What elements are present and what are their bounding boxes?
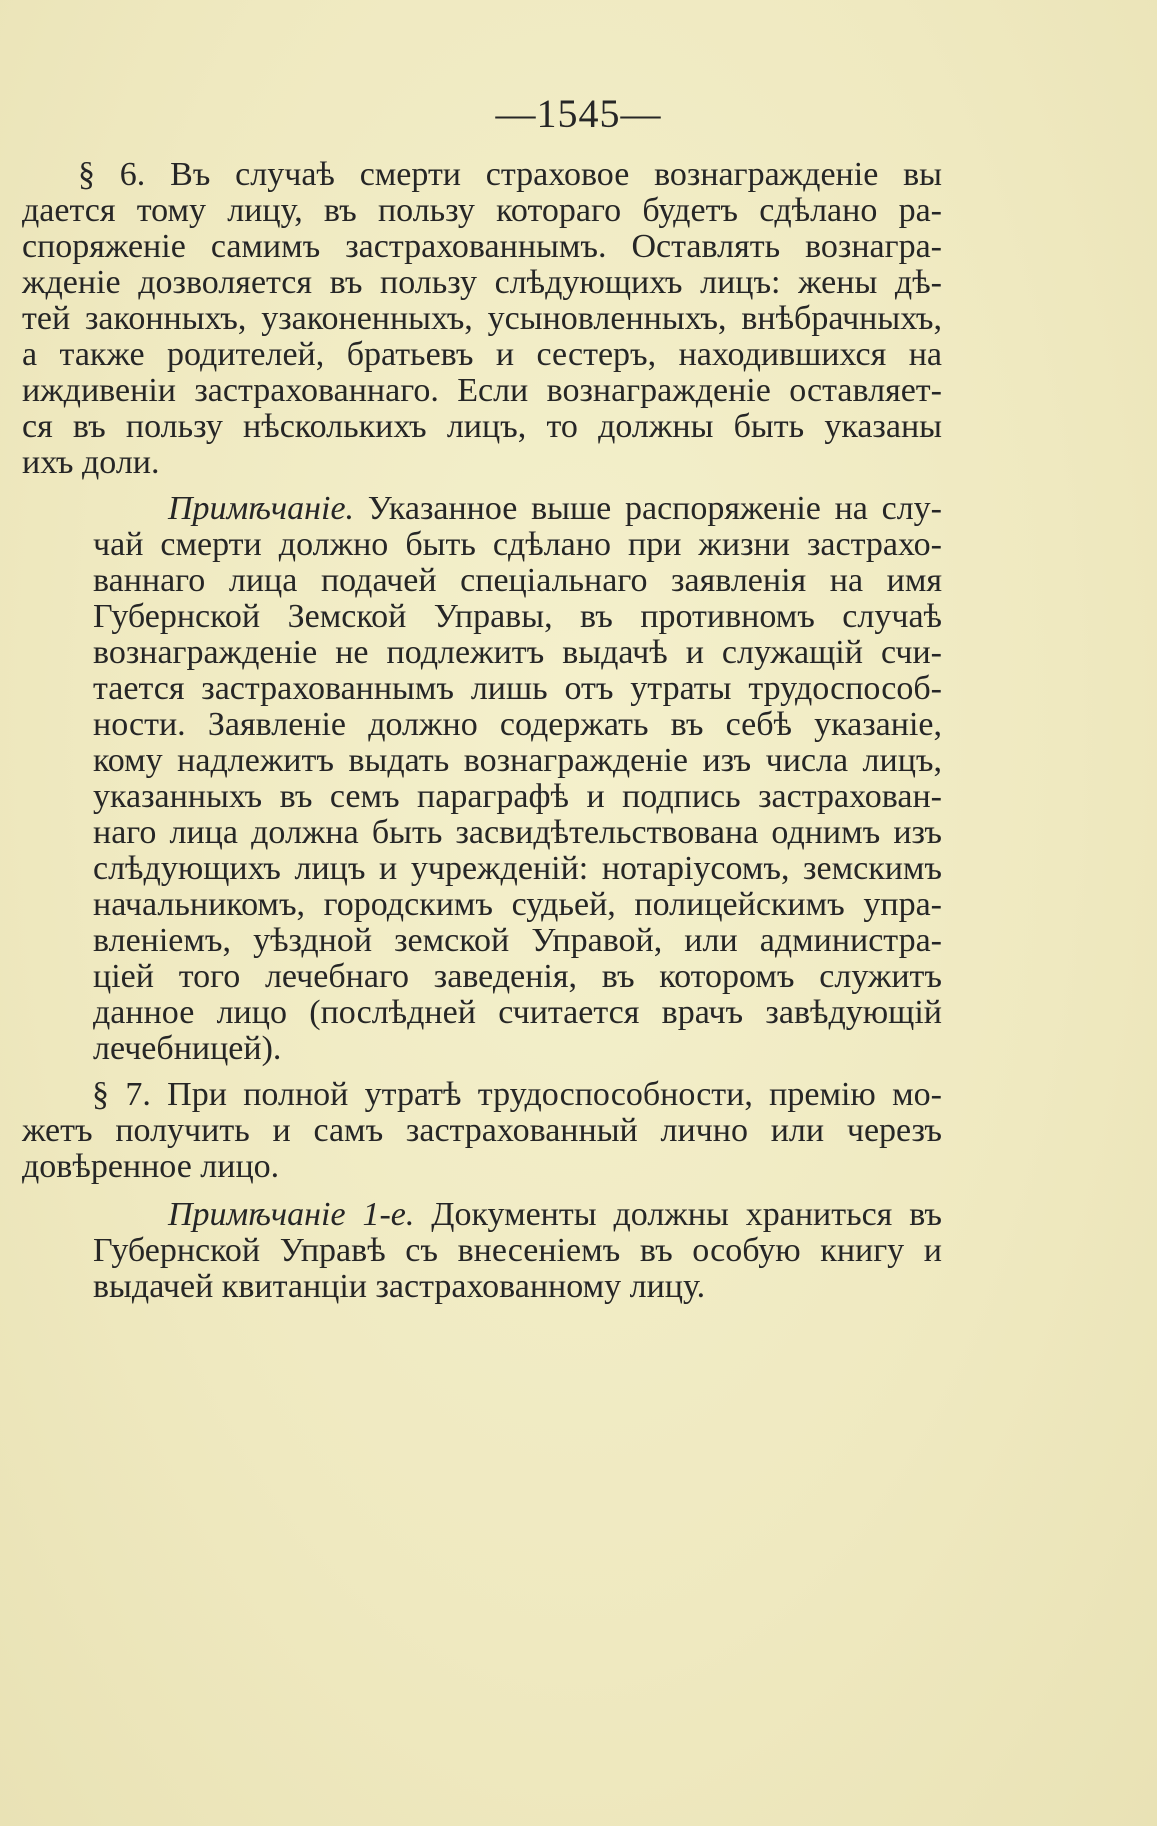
text-line: вленіемъ, уѣздной земской Управой, или администра- (93, 922, 942, 959)
note-first-line-text: Документы должны храниться въ (414, 1196, 942, 1233)
text-line: вознагражденіе не подлежитъ выдачѣ и служащій счи- (93, 634, 942, 671)
text-line: слѣдующихъ лицъ и учрежденій: нотаріусомъ, земскимъ (93, 850, 942, 887)
text-line: лечебницей). (93, 1030, 282, 1067)
text-line: указанныхъ въ семъ параграфѣ и подпись застрахован- (93, 778, 942, 815)
text-line: ихъ доли. (22, 444, 160, 481)
text-line: § 6. Въ случаѣ смерти страховое вознагражденіе вы (78, 156, 942, 193)
text-line: ся въ пользу нѣсколькихъ лицъ, то должны быть указаны (22, 408, 942, 445)
text-line: § 7. При полной утратѣ трудоспособности, премію мо- (92, 1076, 942, 1113)
text-line: наго лица должна быть засвидѣтельствована однимъ изъ (93, 814, 942, 851)
page-number: —1545— (495, 91, 662, 136)
text-line: ваннаго лица подачей спеціальнаго заявленія на имя (93, 562, 942, 599)
text-line: жденіе дозволяется въ пользу слѣдующихъ лицъ: жены дѣ- (22, 264, 942, 301)
text-line: а также родителей, братьевъ и сестеръ, находившихся на (22, 336, 942, 373)
text-line: дается тому лицу, въ пользу котораго будетъ сдѣлано ра- (22, 192, 942, 229)
text-line: тается застрахованнымъ лишь отъ утраты трудоспособ- (93, 670, 942, 707)
note-label: Примѣчаніе. (168, 490, 355, 527)
text-line: иждивеніи застрахованнаго. Если вознагражденіе оставляет- (22, 372, 942, 409)
text-line: довѣренное лицо. (22, 1148, 280, 1185)
text-line: Губернской Управѣ съ внесеніемъ въ особую книгу и (93, 1232, 942, 1269)
text-line: данное лицо (послѣдней считается врачъ завѣдующій (93, 994, 942, 1031)
text-line: кому надлежитъ выдать вознагражденіе изъ числа лицъ, (93, 742, 942, 779)
text-line: чай смерти должно быть сдѣлано при жизни застрахо- (93, 526, 942, 563)
text-line: споряженіе самимъ застрахованнымъ. Оставлять вознагра- (22, 228, 942, 265)
text-line: Губернской Земской Управы, въ противномъ случаѣ (93, 598, 942, 635)
text-line: ціей того лечебнаго заведенія, въ которомъ служитъ (93, 958, 942, 995)
text-line: жетъ получить и самъ застрахованный лично или черезъ (22, 1112, 942, 1149)
note-first-line-text: Указанное выше распоряженіе на слу- (354, 490, 942, 527)
text-line: ности. Заявленіе должно содержать въ себѣ указаніе, (93, 706, 942, 743)
text-line: тей законныхъ, узаконенныхъ, усыновленныхъ, внѣбрачныхъ, (22, 300, 942, 337)
text-line: выдачей квитанціи застрахованному лицу. (93, 1268, 706, 1305)
note-label: Примѣчаніе 1-е. (168, 1196, 415, 1233)
text-line: начальникомъ, городскимъ судьей, полицейскимъ упра- (93, 886, 942, 923)
